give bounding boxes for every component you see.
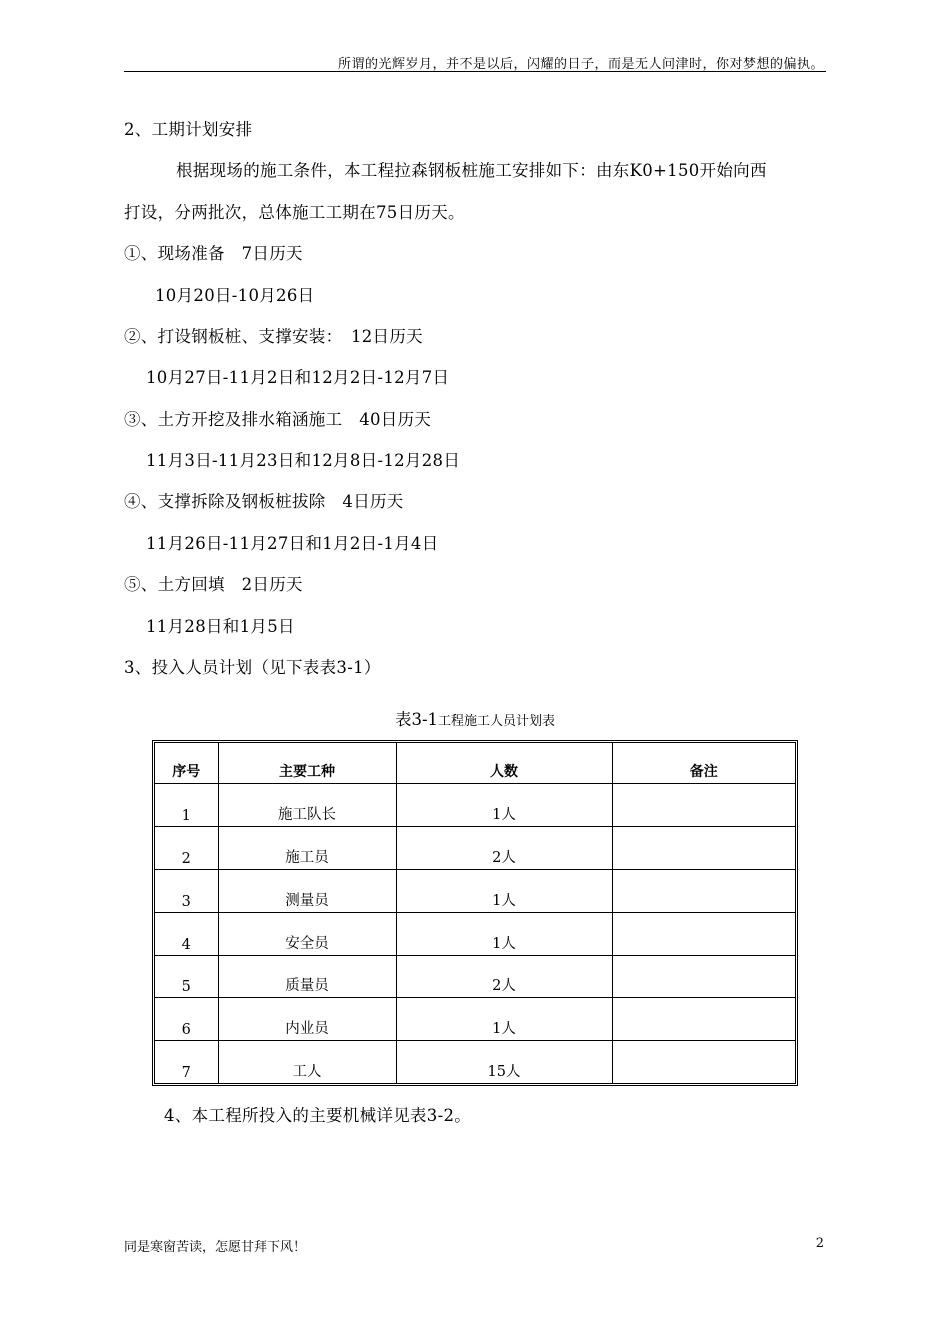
cell-index: 2 [155, 826, 218, 869]
cell-remarks [612, 955, 795, 998]
schedule-item: ①、现场准备 7日历天 [124, 244, 303, 263]
cell-headcount: 1人 [396, 912, 612, 955]
column-header-index: 序号 [155, 743, 218, 783]
table-row [155, 826, 795, 869]
table-caption-number: 表3-1 [394, 710, 439, 729]
table-row [155, 783, 795, 826]
cell-headcount: 2人 [396, 826, 612, 869]
schedule-item: ②、打设钢板桩、支撑安装： 12日历天 [124, 327, 423, 346]
machinery-reference: 4、本工程所投入的主要机械详见表3-2。 [164, 1106, 472, 1125]
cell-trade: 安全员 [218, 912, 396, 955]
schedule-item: ④、支撑拆除及钢板桩拔除 4日历天 [124, 492, 404, 511]
cell-headcount: 2人 [396, 955, 612, 998]
cell-remarks [612, 998, 795, 1041]
cell-headcount: 1人 [396, 869, 612, 912]
cell-remarks [612, 912, 795, 955]
cell-trade: 施工队长 [218, 783, 396, 826]
footer-motto: 同是寒窗苦读，怎愿甘拜下风！ [124, 1240, 307, 1255]
cell-headcount: 1人 [396, 783, 612, 826]
schedule-dates: 11月26日-11月27日和1月2日-1月4日 [146, 534, 439, 553]
schedule-dates: 10月27日-11月2日和12月2日-12月7日 [146, 368, 450, 387]
column-header-headcount: 人数 [396, 743, 612, 783]
cell-index: 7 [155, 1041, 218, 1083]
cell-trade: 内业员 [218, 998, 396, 1041]
cell-remarks [612, 783, 795, 826]
header-motto: 所谓的光辉岁月，并不是以后，闪耀的日子，而是无人问津时，你对梦想的偏执。 [337, 57, 824, 72]
schedule-item: ⑤、土方回填 2日历天 [124, 575, 303, 594]
schedule-dates: 11月28日和1月5日 [146, 617, 295, 636]
page-number: 2 [815, 1236, 824, 1251]
cell-index: 5 [155, 955, 218, 998]
header-divider [124, 71, 826, 72]
paragraph-line: 根据现场的施工条件，本工程拉森钢板桩施工安排如下：由东K0+150开始向西 [176, 161, 767, 180]
cell-headcount: 1人 [396, 998, 612, 1041]
table-caption [0, 706, 950, 730]
table-row [155, 869, 795, 912]
cell-index: 1 [155, 783, 218, 826]
cell-trade: 测量员 [218, 869, 396, 912]
schedule-dates: 10月20日-10月26日 [155, 286, 315, 305]
cell-trade: 工人 [218, 1041, 396, 1083]
cell-headcount: 15人 [396, 1041, 612, 1083]
table-header-row [155, 743, 795, 783]
paragraph-line: 打设，分两批次，总体施工工期在75日历天。 [124, 203, 465, 222]
staff-plan-table [152, 740, 798, 1086]
table-row [155, 1041, 795, 1083]
cell-remarks [612, 826, 795, 869]
cell-remarks [612, 869, 795, 912]
cell-index: 4 [155, 912, 218, 955]
cell-index: 6 [155, 998, 218, 1041]
table-row [155, 998, 795, 1041]
table-row [155, 955, 795, 998]
section-heading-staffing: 3、投入人员计划（见下表表3-1） [124, 658, 381, 677]
section-heading-schedule: 2、工期计划安排 [124, 120, 253, 139]
table-caption-title: 工程施工人员计划表 [438, 714, 556, 729]
cell-trade: 质量员 [218, 955, 396, 998]
schedule-dates: 11月3日-11月23日和12月8日-12月28日 [146, 451, 461, 470]
cell-trade: 施工员 [218, 826, 396, 869]
cell-remarks [612, 1041, 795, 1083]
cell-index: 3 [155, 869, 218, 912]
table-row [155, 912, 795, 955]
column-header-remarks: 备注 [612, 743, 795, 783]
schedule-item: ③、土方开挖及排水箱涵施工 40日历天 [124, 410, 432, 429]
column-header-trade: 主要工种 [218, 743, 396, 783]
